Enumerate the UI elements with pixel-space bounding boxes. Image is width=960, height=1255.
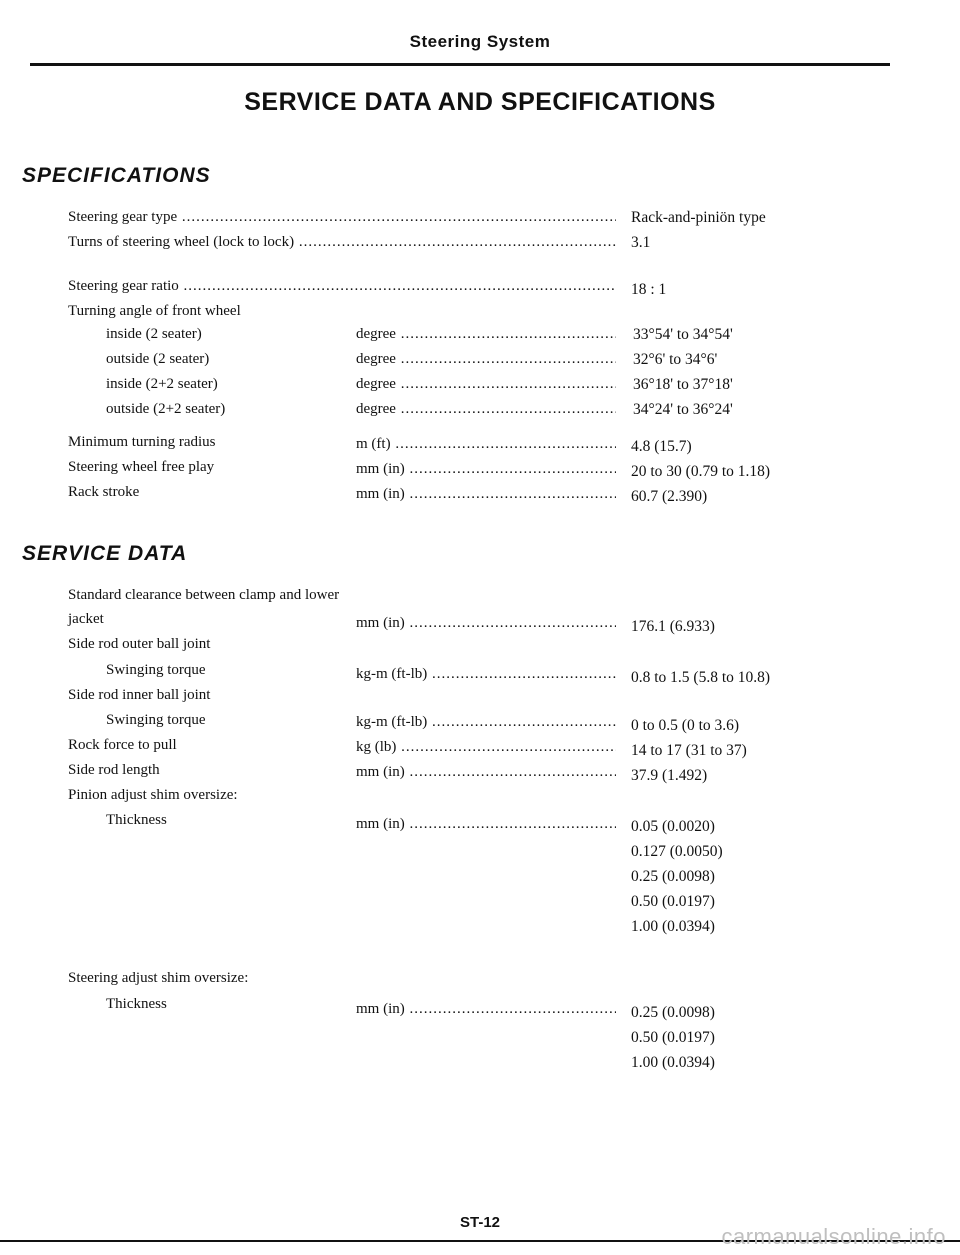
min-radius-label: Minimum turning radius bbox=[68, 434, 216, 450]
running-header: Steering System bbox=[409, 32, 551, 51]
ratio-label: Steering gear ratio ..... bbox=[68, 278, 616, 295]
angle-label: outside (2+2 seater) bbox=[106, 401, 226, 417]
rod-length-value: 37.9 (1.492) bbox=[631, 767, 708, 784]
turning-angle-label: Turning angle of front wheel bbox=[68, 303, 241, 319]
angle-unit: degree ..... bbox=[356, 376, 616, 393]
steering-thickness-label: Thickness bbox=[106, 996, 167, 1012]
inner-joint-label: Side rod inner ball joint bbox=[68, 687, 211, 703]
steering-shim-value: 0.25 (0.0098) bbox=[631, 1004, 715, 1021]
clearance-label-line1: Standard clearance between clamp and lower bbox=[68, 587, 340, 603]
angle-label: outside (2 seater) bbox=[106, 351, 210, 367]
service-data-heading: SERVICE DATA bbox=[22, 542, 188, 565]
inner-torque-label: Swinging torque bbox=[106, 712, 206, 728]
specifications-heading: SPECIFICATIONS bbox=[22, 164, 211, 187]
rack-force-label: Rock force to pull bbox=[68, 737, 177, 753]
ratio-value: 18 : 1 bbox=[631, 281, 667, 298]
pinion-shim-value: 0.50 (0.0197) bbox=[631, 893, 715, 910]
rack-stroke-label: Rack stroke bbox=[68, 484, 140, 500]
free-play-label: Steering wheel free play bbox=[68, 459, 215, 475]
angle-value: 32°6' to 34°6' bbox=[633, 351, 718, 368]
clearance-value: 176.1 (6.933) bbox=[631, 618, 715, 635]
angle-unit: degree ..... bbox=[356, 351, 616, 368]
rack-stroke-value: 60.7 (2.390) bbox=[631, 488, 708, 505]
min-radius-value: 4.8 (15.7) bbox=[631, 438, 692, 455]
clearance-unit: mm (in) ..... bbox=[356, 615, 616, 632]
rod-length-label: Side rod length bbox=[68, 762, 160, 778]
free-play-value: 20 to 30 (0.79 to 1.18) bbox=[631, 463, 771, 480]
pinion-thickness-label: Thickness bbox=[106, 812, 167, 828]
steering-shim-value: 0.50 (0.0197) bbox=[631, 1029, 715, 1046]
outer-joint-label: Side rod outer ball joint bbox=[68, 636, 211, 652]
angle-value: 34°24' to 36°24' bbox=[633, 401, 733, 418]
page-title: SERVICE DATA AND SPECIFICATIONS bbox=[244, 88, 716, 116]
outer-torque-unit: kg-m (ft-lb) ..... bbox=[356, 666, 616, 683]
page-number: ST-12 bbox=[459, 1214, 501, 1231]
turns-label: Turns of steering wheel (lock to lock) ..... bbox=[68, 234, 616, 251]
clearance-label-line2: jacket bbox=[68, 611, 104, 627]
angle-unit: degree ..... bbox=[356, 326, 616, 343]
pinion-shim-value: 0.25 (0.0098) bbox=[631, 868, 715, 885]
pinion-thickness-unit: mm (in) ..... bbox=[356, 816, 616, 833]
rack-force-value: 14 to 17 (31 to 37) bbox=[631, 742, 747, 759]
angle-label: inside (2 seater) bbox=[106, 326, 202, 342]
free-play-unit: mm (in) ..... bbox=[356, 461, 616, 478]
rod-length-unit: mm (in) ..... bbox=[356, 764, 616, 781]
rack-force-unit: kg (lb) ..... bbox=[356, 739, 616, 756]
min-radius-unit: m (ft) ..... bbox=[356, 436, 616, 453]
steering-thickness-unit: mm (in) ..... bbox=[356, 1001, 616, 1018]
outer-torque-label: Swinging torque bbox=[106, 662, 206, 678]
steering-shim-value: 1.00 (0.0394) bbox=[631, 1054, 715, 1071]
pinion-shim-value: 0.127 (0.0050) bbox=[631, 843, 723, 860]
inner-torque-value: 0 to 0.5 (0 to 3.6) bbox=[631, 717, 740, 734]
pinion-shim-value: 1.00 (0.0394) bbox=[631, 918, 715, 935]
angle-value: 33°54' to 34°54' bbox=[633, 326, 733, 343]
outer-torque-value: 0.8 to 1.5 (5.8 to 10.8) bbox=[631, 669, 771, 686]
header-rule bbox=[30, 63, 890, 66]
inner-torque-unit: kg-m (ft-lb) ..... bbox=[356, 714, 616, 731]
rack-stroke-unit: mm (in) ..... bbox=[356, 486, 616, 503]
pinion-shim-label: Pinion adjust shim oversize: bbox=[68, 787, 238, 803]
watermark: carmanualsonline.info bbox=[721, 1224, 946, 1249]
angle-value: 36°18' to 37°18' bbox=[633, 376, 733, 393]
gear-type-value: Rack-and-piniön type bbox=[631, 209, 766, 226]
pinion-shim-value: 0.05 (0.0020) bbox=[631, 818, 715, 835]
angle-label: inside (2+2 seater) bbox=[106, 376, 218, 392]
turns-value: 3.1 bbox=[631, 234, 651, 251]
gear-type-label: Steering gear type ..... bbox=[68, 209, 616, 226]
steering-shim-label: Steering adjust shim oversize: bbox=[68, 970, 249, 986]
angle-unit: degree ..... bbox=[356, 401, 616, 418]
